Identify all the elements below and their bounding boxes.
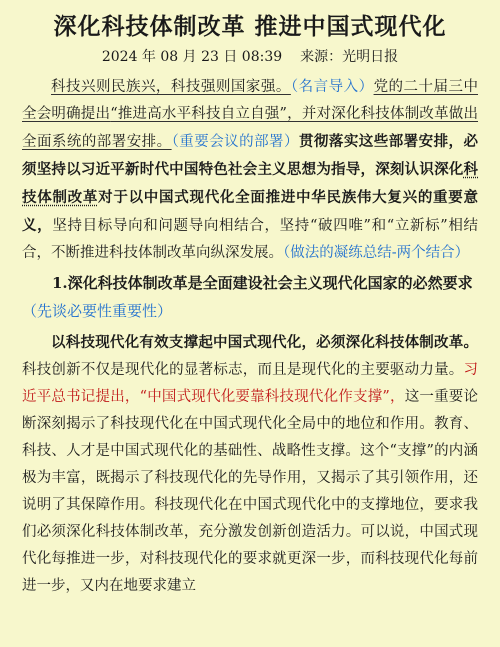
intro-method: 坚持目标导向和问题导向相结合，坚持“破四唯”和“立新标”相结合，不断推进科技体制改革向纵深发展。 <box>22 218 478 261</box>
annotation-quote: （名言导入） <box>290 79 374 95</box>
intro-significance: 对于以中国式现代化全面推进中华民族伟大复兴的重要意义， <box>22 189 479 234</box>
intro-deployment: “推进高水平科技自立自强”，并对深化科技体制改革做出全面系统的部署安排。 <box>22 106 479 150</box>
intro-guidance: 贯彻落实这些部署安排，必须坚持以习近平新时代中国特色社会主义思想为指导，深刻认识深化 <box>22 133 479 178</box>
paragraph-intro <box>22 74 478 267</box>
publish-date: 2024 年 08 月 23 日 08:39 <box>101 49 283 65</box>
intro-quote: 科技兴则民族兴，科技强则国家强。 <box>51 79 291 95</box>
body-lead: 以科技现代化有效支撑起中国式现代化，必须深化科技体制改革。 <box>51 334 478 351</box>
intro-plenum: 党的二十届三中全会明确提出 <box>22 79 479 122</box>
annotation-necessity: （先谈必要性重要性） <box>22 302 173 320</box>
body-rest: 这一重要论断深刻揭示了科技现代化在中国式现代化全局中的地位和作用。教育、科技、人才是中国式现代化的基础性、战略性支撑。这个“支撑”的内涵极为丰富，既揭示了科技现代化的先导作用，又揭示了其引领作用，还说明了其保障作用。科技现代化在中国式现代化中的支撑地位，要求我们必须深化科技体制改革，充分激发创新创造活力。可以说，中国式现代化每推进一步，对科技现代化的要求就更深一步，而科技现代化每前进一步，又内在地要求建立 <box>22 389 478 594</box>
article-title: 深化科技体制改革 推进中国式现代化 <box>53 13 447 40</box>
intro-keyword: 科技体制改革 <box>22 161 478 206</box>
annotation-method: （做法的凝练总结-两个结合） <box>283 245 470 261</box>
section-heading-text: 1.深化科技体制改革是全面建设社会主义现代化国家的必然要求 <box>52 274 473 292</box>
body-xi-quote: 习近平总书记提出，“中国式现代化要靠科技现代化作支撑”， <box>22 362 478 405</box>
article-source: 来源：光明日报 <box>300 49 399 65</box>
annotation-meeting: （重要会议的部署） <box>171 134 299 150</box>
article-meta <box>22 46 478 68</box>
body-innovation: 科技创新不仅是现代化的显著标志，而且是现代化的主要驱动力量。 <box>22 362 464 378</box>
paragraph-body <box>22 329 478 600</box>
section-heading-1 <box>22 269 478 325</box>
